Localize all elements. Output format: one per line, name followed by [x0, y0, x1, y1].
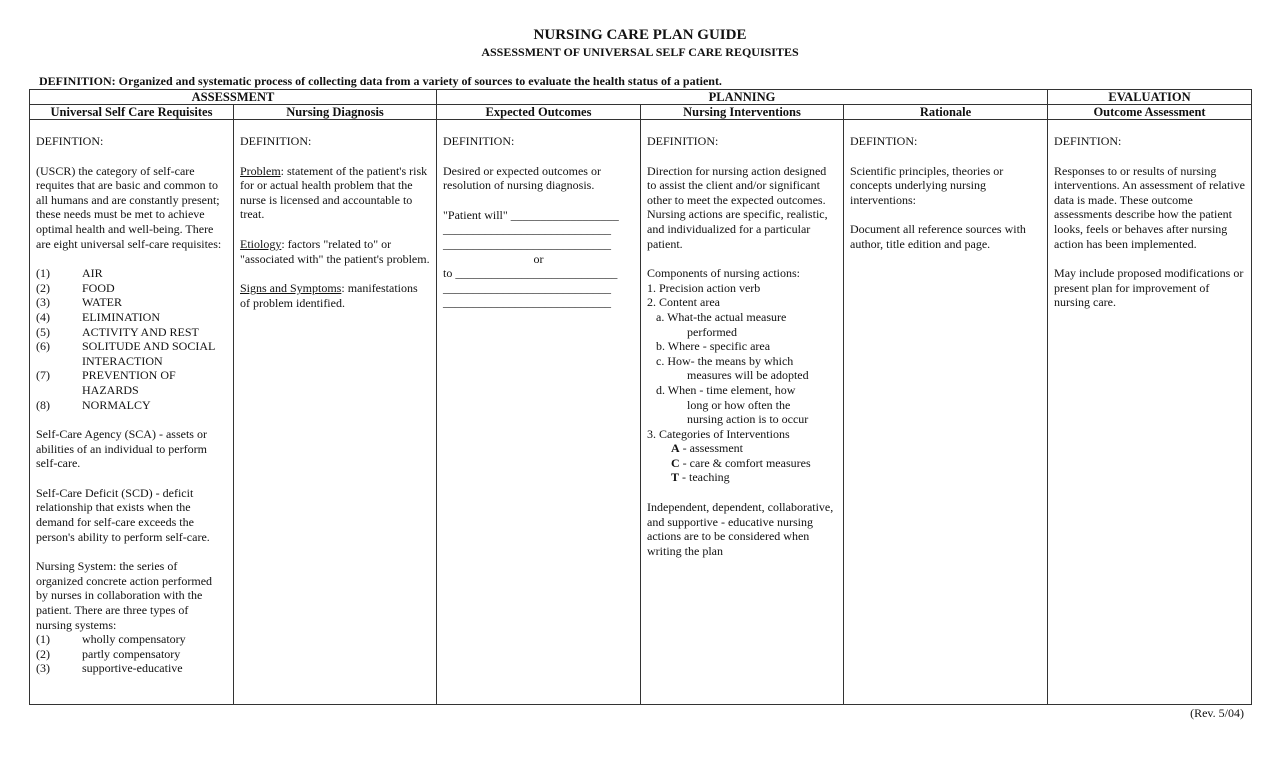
- content-subitem-cont: long or how often the: [687, 397, 791, 412]
- uscr-definition-label: DEFINTION:: [36, 134, 104, 148]
- rationale-intro: Scientific principles, theories or concepts underlying nursing interventions:: [850, 163, 1004, 207]
- category-teaching: T - teaching: [671, 470, 730, 485]
- requisite-item: (3) WATER: [36, 295, 122, 310]
- content-subitem: d. When - time element, how: [656, 382, 796, 397]
- self-care-deficit: Self-Care Deficit (SCD) - deficit relationship that exists when the demand for self-care exceeds the person's ability to perform self-care.: [36, 485, 210, 544]
- page-subtitle: ASSESSMENT OF UNIVERSAL SELF CARE REQUISITES: [481, 45, 799, 59]
- category-assessment: A - assessment: [671, 441, 743, 456]
- care-plan-table: [29, 89, 1252, 705]
- system-item: (2) partly compensatory: [36, 646, 181, 661]
- content-subitem: a. What-the actual measure: [656, 309, 787, 324]
- etiology-definition: Etiology: factors "related to" or "associated with" the patient's problem.: [240, 236, 430, 266]
- column-header-outcome-assessment: Outcome Assessment: [1048, 105, 1252, 120]
- page-title: NURSING CARE PLAN GUIDE: [533, 27, 747, 43]
- category-care: C - care & comfort measures: [671, 455, 811, 470]
- component-item: 3. Categories of Interventions: [647, 426, 790, 441]
- outcomes-intro: Desired or expected outcomes or resolution of nursing diagnosis.: [443, 163, 601, 193]
- blank-line: ____________________________: [443, 280, 611, 295]
- requisite-item: (7) PREVENTION OF HAZARDS: [36, 368, 176, 397]
- column-header-diagnosis: Nursing Diagnosis: [234, 105, 437, 120]
- blank-line: ____________________________: [443, 222, 611, 237]
- blank-line: ____________________________: [443, 295, 611, 310]
- rationale-cell: [844, 120, 1048, 705]
- group-header-planning: PLANNING: [437, 90, 1048, 105]
- requisite-item: (1) AIR: [36, 266, 103, 281]
- components-label: Components of nursing actions:: [647, 266, 800, 281]
- rationale-document: Document all reference sources with author, title edition and page.: [850, 222, 1026, 251]
- to-line: to ___________________________: [443, 266, 618, 281]
- evaluation-modifications: May include proposed modifications or present plan for improvement of nursing care.: [1054, 266, 1244, 310]
- revision-label: (Rev. 5/04): [1190, 706, 1244, 720]
- group-header-assessment: ASSESSMENT: [30, 90, 437, 105]
- outcomes-definition-label: DEFINITION:: [443, 134, 515, 148]
- blank-line: ____________________________: [443, 236, 611, 251]
- column-header-rationale: Rationale: [844, 105, 1048, 120]
- uscr-cell: [30, 120, 234, 705]
- evaluation-cell: [1048, 120, 1252, 705]
- requisite-item: (2) FOOD: [36, 280, 115, 295]
- interventions-definition-label: DEFINITION:: [647, 134, 719, 148]
- self-care-agency: Self-Care Agency (SCA) - assets or abilities of an individual to perform self-care.: [36, 427, 207, 471]
- system-item: (1) wholly compensatory: [36, 632, 186, 647]
- content-subitem-cont: nursing action is to occur: [687, 412, 809, 427]
- requisite-item: (6) SOLITUDE AND SOCIAL INTERACTION: [36, 339, 215, 368]
- evaluation-definition-label: DEFINTION:: [1054, 134, 1122, 148]
- rationale-definition-label: DEFINTION:: [850, 134, 918, 148]
- assessment-definition: DEFINITION: Organized and systematic process of collecting data from a variety of sources to evaluate the health status of a patient.: [39, 74, 722, 88]
- system-item: (3) supportive-educative: [36, 661, 183, 676]
- requisite-item: (5) ACTIVITY AND REST: [36, 324, 199, 339]
- diagnosis-definition-label: DEFINITION:: [240, 134, 312, 148]
- diagnosis-cell: [234, 120, 437, 705]
- interventions-intro: Direction for nursing action designed to assist the client and/or significant other to meet the expected outcomes. Nursing actions are specific, realistic, and individualized for a particular patient.: [647, 163, 828, 251]
- interventions-cell: [641, 120, 844, 705]
- column-header-uscr: Universal Self Care Requisites: [30, 105, 234, 120]
- column-header-outcomes: Expected Outcomes: [437, 105, 641, 120]
- problem-definition: Problem: statement of the patient's risk for or actual health problem that the nurse is licensed and accountable to treat.: [240, 163, 428, 222]
- content-subitem: b. Where - specific area: [656, 339, 771, 354]
- outcomes-cell: [437, 120, 641, 705]
- column-header-interventions: Nursing Interventions: [641, 105, 844, 120]
- requisite-item: (4) ELIMINATION: [36, 309, 160, 324]
- group-header-evaluation: EVALUATION: [1048, 90, 1252, 105]
- content-subitem-cont: measures will be adopted: [687, 368, 809, 383]
- requisite-item: (8) NORMALCY: [36, 397, 151, 412]
- signs-definition: Signs and Symptoms: manifestations of problem identified.: [240, 281, 418, 310]
- component-item: 2. Content area: [647, 295, 720, 310]
- content-subitem: c. How- the means by which: [656, 353, 794, 368]
- content-subitem-cont: performed: [687, 324, 737, 339]
- interventions-note: Independent, dependent, collaborative, and supportive - educative nursing actions are to be considered when writing the plan: [647, 500, 834, 558]
- evaluation-intro: Responses to or results of nursing interventions. An assessment of relative data is made. These outcome assessments describe how the patient looks, feels or behaves after nursing action has been implemented.: [1054, 163, 1245, 251]
- patient-will-line: "Patient will" __________________: [443, 207, 619, 222]
- component-item: 1. Precision action verb: [647, 280, 761, 295]
- uscr-intro: (USCR) the category of self-care requites that are basic and common to all humans and are constantly present; these needs must be met to achieve optimal health and well-being. There are eight universal self-care requisites:: [36, 163, 222, 251]
- or-label: or: [533, 251, 544, 266]
- nursing-system: Nursing System: the series of organized concrete action performed by nurses in collaboration with the patient. There are three types of nursing systems:: [36, 559, 213, 632]
